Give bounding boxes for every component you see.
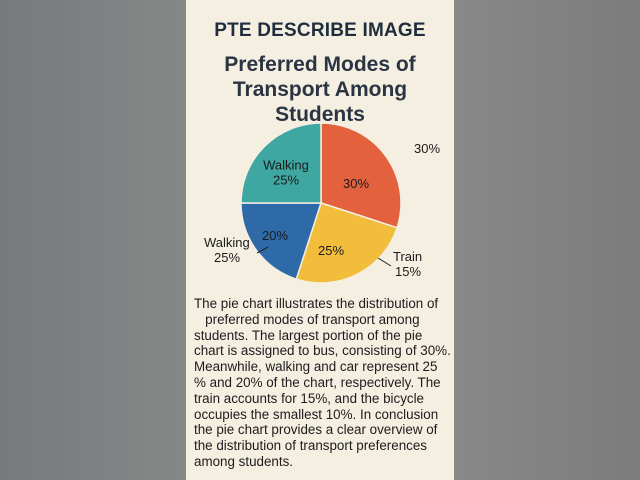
slice-2-inner-label-25: 25% [317,243,345,258]
paragraph-line-5: Meanwhile, walking and car represent 25 [194,359,438,375]
slice-3-inner-label-20: 20% [261,228,289,243]
slice-2-outer-label-15: 15% [395,264,422,279]
slice-3-outer-label-25: 25% [214,250,241,265]
paragraph-line-8: occupies the smallest 10%. In conclusion [194,406,439,422]
slice-1-inner-label-30: 30% [342,176,370,191]
paragraph-line-3: students. The largest portion of the pie [194,327,423,343]
chart-title-line-3: Students [275,103,365,126]
slice-2-outer-label-train: Train [393,249,423,264]
paragraph-line-7: train accounts for 15%, and the bicycle [194,390,425,406]
paragraph-line-10: the distribution of transport preferences [194,438,427,454]
chart-title-line-1: Preferred Modes of [224,53,416,76]
slice-3-outer-label-walking: Walking [204,235,250,250]
slice-2-leader-line [378,258,391,266]
paragraph-line-11: among students. [194,453,294,469]
description-paragraph [194,296,454,470]
background-left [0,0,186,480]
slice-4-inner-label-walking: Walking [263,157,309,173]
paragraph-line-2: preferred modes of transport among [194,311,420,327]
chart-title [186,52,454,127]
slice-4-inner-label-25: 25% [272,172,300,188]
paragraph-line-4: chart is assigned to bus, consisting of 30%. [194,343,451,359]
paragraph-line-6: % and 20% of the chart, respectively. The [194,374,441,390]
pie-chart [186,120,454,290]
paragraph-line-9: the pie chart provides a clear overview of [194,422,438,438]
slice-1-outer-label-30: 30% [414,141,441,156]
chart-title-line-2: Transport Among [232,78,408,101]
paragraph-line-1: The pie chart illustrates the distribution of [194,296,439,311]
page-heading: PTE DESCRIBE IMAGE [214,20,426,41]
background-right [454,0,640,480]
content-card [186,0,454,480]
